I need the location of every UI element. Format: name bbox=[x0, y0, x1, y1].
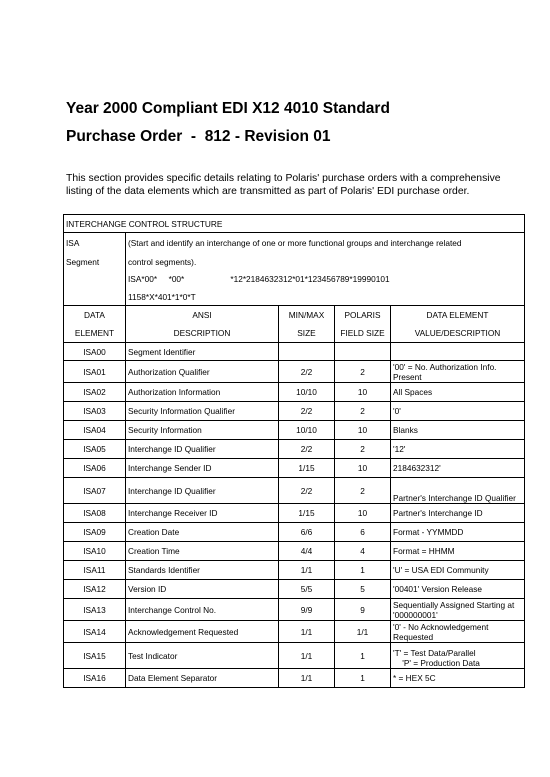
element-id-cell: ISA03 bbox=[64, 402, 126, 421]
header-value-description: VALUE/DESCRIPTION bbox=[391, 324, 525, 343]
min-max-cell: 2/2 bbox=[279, 361, 335, 383]
value-cell: '00401' Version Release bbox=[391, 580, 525, 599]
table-row bbox=[64, 561, 525, 580]
isa-example-line2: 1158*X*401*1*0*T bbox=[126, 288, 525, 306]
field-size-cell: 2 bbox=[335, 478, 391, 504]
field-size-cell: 4 bbox=[335, 542, 391, 561]
element-id-cell: ISA16 bbox=[64, 669, 126, 688]
field-size-cell: 9 bbox=[335, 599, 391, 621]
description-cell: Authorization Qualifier bbox=[126, 361, 279, 383]
min-max-cell: 4/4 bbox=[279, 542, 335, 561]
table-row bbox=[64, 478, 525, 504]
table-row bbox=[64, 504, 525, 523]
field-size-cell: 10 bbox=[335, 504, 391, 523]
field-size-cell: 5 bbox=[335, 580, 391, 599]
table-row bbox=[64, 621, 525, 643]
table-row bbox=[64, 599, 525, 621]
table-row bbox=[64, 440, 525, 459]
isa-label: ISA bbox=[64, 233, 126, 254]
field-size-cell: 6 bbox=[335, 523, 391, 542]
intro-paragraph: This section provides specific details relating to Polaris' purchase orders with a comprehensive listing of the data elements which are transmitted as part of Polaris' EDI purchase order. bbox=[66, 173, 501, 197]
field-size-cell: 2 bbox=[335, 361, 391, 383]
description-cell: Data Element Separator bbox=[126, 669, 279, 688]
value-cell: '00' = No. Authorization Info. Present bbox=[391, 361, 525, 383]
field-size-cell: 1/1 bbox=[335, 621, 391, 643]
element-id-cell: ISA09 bbox=[64, 523, 126, 542]
min-max-cell: 10/10 bbox=[279, 421, 335, 440]
field-size-cell: 1 bbox=[335, 669, 391, 688]
min-max-cell: 2/2 bbox=[279, 402, 335, 421]
description-cell: Creation Time bbox=[126, 542, 279, 561]
min-max-cell: 1/1 bbox=[279, 561, 335, 580]
section-header: INTERCHANGE CONTROL STRUCTURE bbox=[64, 215, 525, 233]
field-size-cell bbox=[335, 343, 391, 361]
description-cell: Test Indicator bbox=[126, 643, 279, 669]
field-size-cell: 1 bbox=[335, 561, 391, 580]
isa-blank-cell bbox=[64, 288, 126, 306]
table-row bbox=[64, 523, 525, 542]
isa-example-line1: ISA*00* *00* *12*2184632312*01*123456789*19990101 bbox=[126, 270, 525, 288]
value-cell: 'U' = USA EDI Community bbox=[391, 561, 525, 580]
document-title: Year 2000 Compliant EDI X12 4010 Standard bbox=[66, 100, 390, 117]
table-row bbox=[64, 643, 525, 669]
header-element: ELEMENT bbox=[64, 324, 126, 343]
field-size-cell: 1 bbox=[335, 643, 391, 669]
min-max-cell: 1/1 bbox=[279, 621, 335, 643]
value-cell: 'T' = Test Data/Parallel 'P' = Production Data bbox=[391, 643, 525, 669]
min-max-cell: 1/15 bbox=[279, 504, 335, 523]
table-row bbox=[64, 459, 525, 478]
element-id-cell: ISA07 bbox=[64, 478, 126, 504]
min-max-cell: 1/1 bbox=[279, 669, 335, 688]
element-id-cell: ISA12 bbox=[64, 580, 126, 599]
element-id-cell: ISA01 bbox=[64, 361, 126, 383]
value-cell: Sequentially Assigned Starting at '000000001' bbox=[391, 599, 525, 621]
description-cell: Segment Identifier bbox=[126, 343, 279, 361]
description-cell: Security Information Qualifier bbox=[126, 402, 279, 421]
table-row bbox=[64, 421, 525, 440]
header-minmax: MIN/MAX bbox=[279, 306, 335, 325]
table-row bbox=[64, 361, 525, 383]
value-cell: * = HEX 5C bbox=[391, 669, 525, 688]
header-data: DATA bbox=[64, 306, 126, 325]
description-cell: Interchange ID Qualifier bbox=[126, 478, 279, 504]
min-max-cell: 6/6 bbox=[279, 523, 335, 542]
table-row bbox=[64, 402, 525, 421]
value-cell: Partner's Interchange ID Qualifier bbox=[391, 478, 525, 504]
element-id-cell: ISA14 bbox=[64, 621, 126, 643]
element-id-cell: ISA08 bbox=[64, 504, 126, 523]
min-max-cell: 2/2 bbox=[279, 478, 335, 504]
field-size-cell: 2 bbox=[335, 402, 391, 421]
min-max-cell: 10/10 bbox=[279, 383, 335, 402]
element-id-cell: ISA00 bbox=[64, 343, 126, 361]
interchange-control-table bbox=[63, 214, 525, 688]
field-size-cell: 10 bbox=[335, 383, 391, 402]
description-cell: Interchange Sender ID bbox=[126, 459, 279, 478]
header-data-element: DATA ELEMENT bbox=[391, 306, 525, 325]
value-cell: 2184632312' bbox=[391, 459, 525, 478]
element-id-cell: ISA06 bbox=[64, 459, 126, 478]
value-cell bbox=[391, 343, 525, 361]
value-cell: Format - YYMMDD bbox=[391, 523, 525, 542]
table-row bbox=[64, 580, 525, 599]
table-row bbox=[64, 383, 525, 402]
description-cell: Acknowledgement Requested bbox=[126, 621, 279, 643]
header-size: SIZE bbox=[279, 324, 335, 343]
description-cell: Interchange ID Qualifier bbox=[126, 440, 279, 459]
document-subtitle: Purchase Order - 812 - Revision 01 bbox=[66, 128, 331, 145]
field-size-cell: 2 bbox=[335, 440, 391, 459]
value-cell: '0' bbox=[391, 402, 525, 421]
description-cell: Standards Identifier bbox=[126, 561, 279, 580]
table-row bbox=[64, 343, 525, 361]
description-cell: Creation Date bbox=[126, 523, 279, 542]
value-cell: Partner's Interchange ID bbox=[391, 504, 525, 523]
field-size-cell: 10 bbox=[335, 421, 391, 440]
min-max-cell bbox=[279, 343, 335, 361]
segment-label: Segment bbox=[64, 253, 126, 270]
description-cell: Interchange Receiver ID bbox=[126, 504, 279, 523]
min-max-cell: 5/5 bbox=[279, 580, 335, 599]
value-cell: '12' bbox=[391, 440, 525, 459]
isa-blank-cell bbox=[64, 270, 126, 288]
value-cell: Blanks bbox=[391, 421, 525, 440]
field-size-cell: 10 bbox=[335, 459, 391, 478]
isa-description-line2: control segments). bbox=[126, 253, 525, 270]
description-cell: Version ID bbox=[126, 580, 279, 599]
isa-description-line1: (Start and identify an interchange of one or more functional groups and interchange related bbox=[126, 233, 525, 254]
element-id-cell: ISA11 bbox=[64, 561, 126, 580]
element-id-cell: ISA05 bbox=[64, 440, 126, 459]
element-id-cell: ISA15 bbox=[64, 643, 126, 669]
header-polaris: POLARIS bbox=[335, 306, 391, 325]
table-row bbox=[64, 669, 525, 688]
description-cell: Security Information bbox=[126, 421, 279, 440]
header-ansi: ANSI bbox=[126, 306, 279, 325]
min-max-cell: 1/15 bbox=[279, 459, 335, 478]
description-cell: Interchange Control No. bbox=[126, 599, 279, 621]
element-id-cell: ISA04 bbox=[64, 421, 126, 440]
description-cell: Authorization Information bbox=[126, 383, 279, 402]
element-id-cell: ISA02 bbox=[64, 383, 126, 402]
value-cell: '0' - No Acknowledgement Requested bbox=[391, 621, 525, 643]
header-description: DESCRIPTION bbox=[126, 324, 279, 343]
header-field-size: FIELD SIZE bbox=[335, 324, 391, 343]
value-cell: All Spaces bbox=[391, 383, 525, 402]
min-max-cell: 1/1 bbox=[279, 643, 335, 669]
min-max-cell: 9/9 bbox=[279, 599, 335, 621]
element-id-cell: ISA10 bbox=[64, 542, 126, 561]
table-row bbox=[64, 542, 525, 561]
element-id-cell: ISA13 bbox=[64, 599, 126, 621]
min-max-cell: 2/2 bbox=[279, 440, 335, 459]
value-cell: Format = HHMM bbox=[391, 542, 525, 561]
